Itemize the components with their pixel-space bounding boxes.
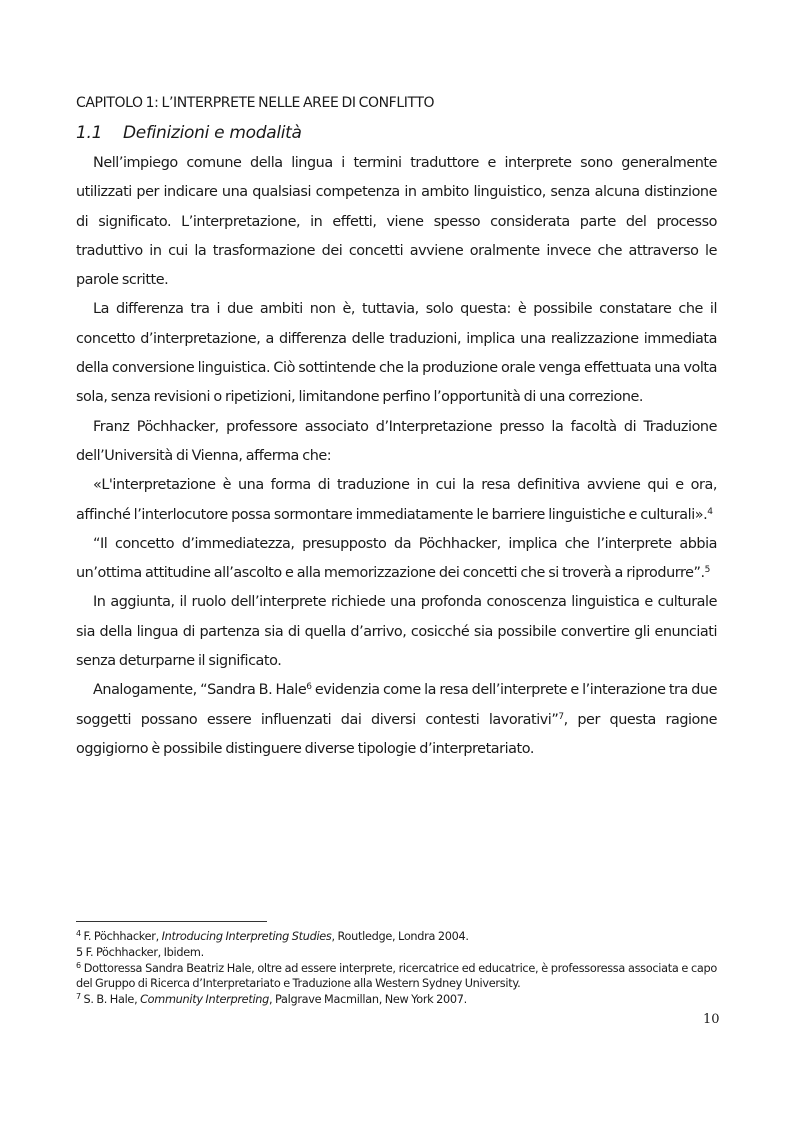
footnote-text: S. B. Hale,	[80, 993, 141, 1007]
paragraph-text: “Il concetto d’immediatezza, presupposto da Pöchhacker, implica che l’interprete abbia un’ottima attitudine all’ascolto e alla memorizzazione dei concetti che si troverà a riprodurre”.	[76, 535, 717, 582]
footnote	[76, 992, 717, 1008]
paragraph-text: evidenzia come la resa dell’interprete e l’interazione tra due soggetti possano essere influenzati dai diversi contesti lavorativi”	[76, 682, 717, 728]
footnote-ref[interactable]: 7	[558, 711, 564, 722]
footnote-mark: 6	[76, 960, 81, 970]
footnote-ref[interactable]: 5	[704, 565, 710, 576]
block-quote	[76, 471, 717, 530]
footnote-ref[interactable]: 6	[306, 682, 312, 693]
footnote: 5 F. Pöchhacker, Ibidem.	[76, 945, 204, 959]
body-text	[76, 149, 717, 764]
footnotes	[76, 929, 717, 1008]
chapter-title: CAPITOLO 1: L’INTERPRETE NELLE AREE DI CONFLITTO	[76, 95, 435, 111]
paragraph	[76, 676, 717, 764]
footnote-mark: 7	[76, 992, 81, 1002]
paragraph-text: , per questa ragione oggigiorno è possibile distinguere diverse tipologie d’interpretariato.	[76, 711, 717, 757]
footnote-book-title: Community Interpreting	[140, 993, 270, 1007]
paragraph	[76, 530, 717, 589]
paragraph-text: Analogamente, “Sandra B. Hale	[93, 682, 307, 699]
footnote	[76, 961, 717, 993]
footnote-separator	[76, 921, 267, 922]
footnote-text: , Palgrave Macmillan, New York 2007.	[269, 993, 467, 1007]
footnote-mark: 4	[76, 929, 81, 938]
paragraph: In aggiunta, il ruolo dell’interprete richiede una profonda conoscenza linguistica e culturale sia della lingua di partenza sia di quella d’arrivo, cosicché sia possibile convertire gli enunciati senza deturparne il significato.	[76, 594, 717, 670]
section-number: 1.1	[76, 123, 103, 143]
footnote-text: Dottoressa Sandra Beatriz Hale, oltre ad essere interprete, ricercatrice ed educatrice, è professoressa associata e capo del Gruppo di Ricerca d’Interpretariato e Traduzione alla Western Sydney University.	[76, 961, 717, 991]
page-number: 10	[703, 1012, 720, 1027]
paragraph: Nell’impiego comune della lingua i termini traduttore e interprete sono generalmente utilizzati per indicare una qualsiasi competenza in ambito linguistico, senza alcuna distinzione di significato. L’interpretazione, in effetti, viene spesso considerata parte del processo traduttivo in cui la trasformazione dei concetti avviene oralmente invece che attraverso le parole scritte.	[76, 155, 717, 289]
section-heading	[76, 123, 302, 143]
paragraph: La differenza tra i due ambiti non è, tuttavia, solo questa: è possibile constatare che il concetto d’interpretazione, a differenza delle traduzioni, implica una realizzazione immediata della conversione linguistica. Ciò sottintende che la produzione orale venga effettuata una volta sola, senza revisioni o ripetizioni, limitandone perfino l’opportunità di una correzione.	[76, 301, 717, 406]
footnote	[76, 929, 717, 945]
footnote-ref[interactable]: 4	[707, 506, 713, 517]
paragraph: Franz Pöchhacker, professore associato d’Interpretazione presso la facoltà di Traduzione dell’Università di Vienna, afferma che:	[76, 418, 717, 464]
footnote-book-title: Introducing Interpreting Studies	[161, 930, 332, 943]
footnote-text: F. Pöchhacker,	[80, 930, 162, 943]
section-title: Definizioni e modalità	[123, 123, 302, 143]
footnote-text: , Routledge, Londra 2004.	[331, 930, 469, 943]
quote-text: «L'interpretazione è una forma di traduzione in cui la resa definitiva avviene qui e ora, affinché l’interlocutore possa sormontare immediatamente le barriere linguistiche e culturali».	[76, 477, 717, 523]
